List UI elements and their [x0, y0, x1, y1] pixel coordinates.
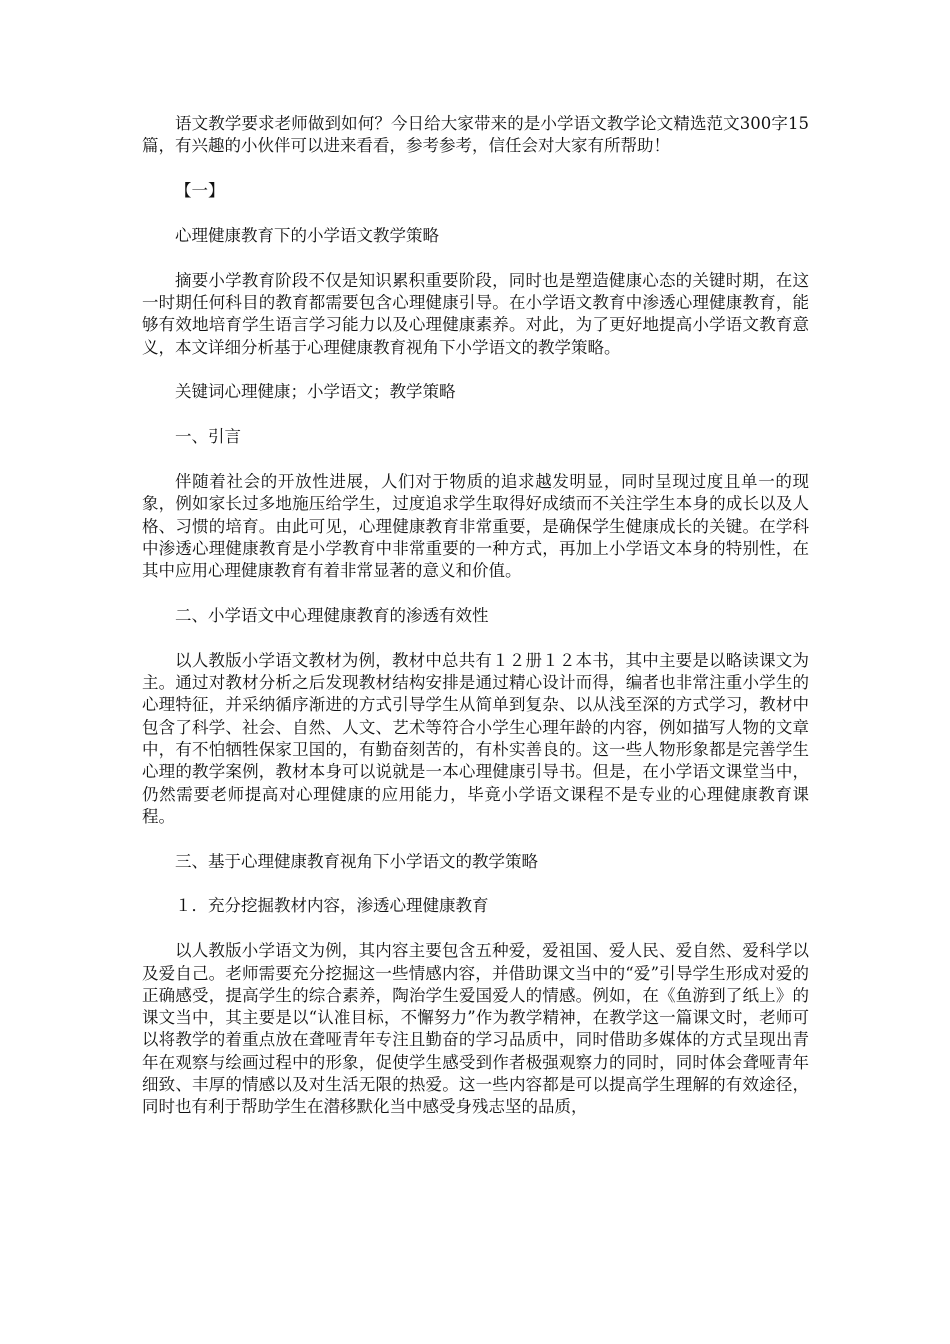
- heading-introduction: 一、引言: [175, 427, 241, 447]
- article-title: 心理健康教育下的小学语文教学策略: [175, 225, 439, 245]
- document-body: [142, 113, 809, 1119]
- section-marker: 【一】: [175, 181, 225, 201]
- heading-section-three: 三、基于心理健康教育视角下小学语文的教学策略: [175, 851, 538, 871]
- body-paragraph: 以人教版小学语文为例，其内容主要包含五种爱，爱祖国、爱人民、爱自然、爱科学以及爱自己。老师需要充分挖掘这一些情感内容，并借助课文当中的“爱”引导学生形成对爱的正确感受，提高学生的综合素养，陶治学生爱国爱人的情感。例如，在《鱼游到了纸上》的课文当中，其主要是以“认准目标，不懈努力”作为教学精神，在教学这一篇课文时，老师可以将教学的着重点放在聋哑青年专注且勤奋的学习品质中，同时借助多媒体的方式呈现出青年在观察与绘画过程中的形象，促使学生感受到作者极强观察力的同时，同时体会聋哑青年细致、丰厚的情感以及对生活无限的热爱。这一些内容都是可以提高学生理解的有效途径，同时也有利于帮助学生在潜移默化当中感受身残志坚的品质，: [142, 941, 809, 1117]
- body-paragraph: 以人教版小学语文教材为例，教材中总共有１２册１２本书，其中主要是以略读课文为主。通过对教材分析之后发现教材结构安排是通过精心设计而得，编者也非常注重小学生的心理特征，并采纳循序渐进的方式引导学生从简单到复杂、以从浅至深的方式学习，教材中包含了科学、社会、自然、人文、艺术等符合小学生心理年龄的内容，例如描写人物的文章中，有不怕牺牲保家卫国的，有勤奋刻苦的，有朴实善良的。这一些人物形象都是完善学生心理的教学案例，教材本身可以说就是一本心理健康引导书。但是，在小学语文课堂当中，仍然需要老师提高对心理健康的应用能力，毕竟小学语文课程不是专业的心理健康教育课程。: [142, 650, 809, 826]
- keywords-paragraph: 关键词心理健康；小学语文；教学策略: [175, 382, 456, 402]
- heading-section-two: 二、小学语文中心理健康教育的渗透有效性: [175, 605, 489, 625]
- subheading-one: １．充分挖掘教材内容，渗透心理健康教育: [175, 896, 489, 916]
- abstract-paragraph: 摘要小学教育阶段不仅是知识累积重要阶段，同时也是塑造健康心态的关键时期，在这一时期任何科目的教育都需要包含心理健康引导。在小学语文教育中渗透心理健康教育，能够有效地培育学生语言学习能力以及心理健康素养。对此，为了更好地提高小学语文教育意义，本文详细分析基于心理健康教育视角下小学语文的教学策略。: [142, 270, 809, 357]
- body-paragraph: 伴随着社会的开放性进展，人们对于物质的追求越发明显，同时呈现过度且单一的现象，例如家长过多地施压给学生，过度追求学生取得好成绩而不关注学生本身的成长以及人格、习惯的培育。由此可见，心理健康教育非常重要，是确保学生健康成长的关键。在学科中渗透心理健康教育是小学教育中非常重要的一种方式，再加上小学语文本身的特别性，在其中应用心理健康教育有着非常显著的意义和价值。: [142, 471, 809, 581]
- intro-paragraph: 语文教学要求老师做到如何？今日给大家带来的是小学语文教学论文精选范文300字15篇，有兴趣的小伙伴可以进来看看，参考参考，信任会对大家有所帮助！: [142, 114, 809, 156]
